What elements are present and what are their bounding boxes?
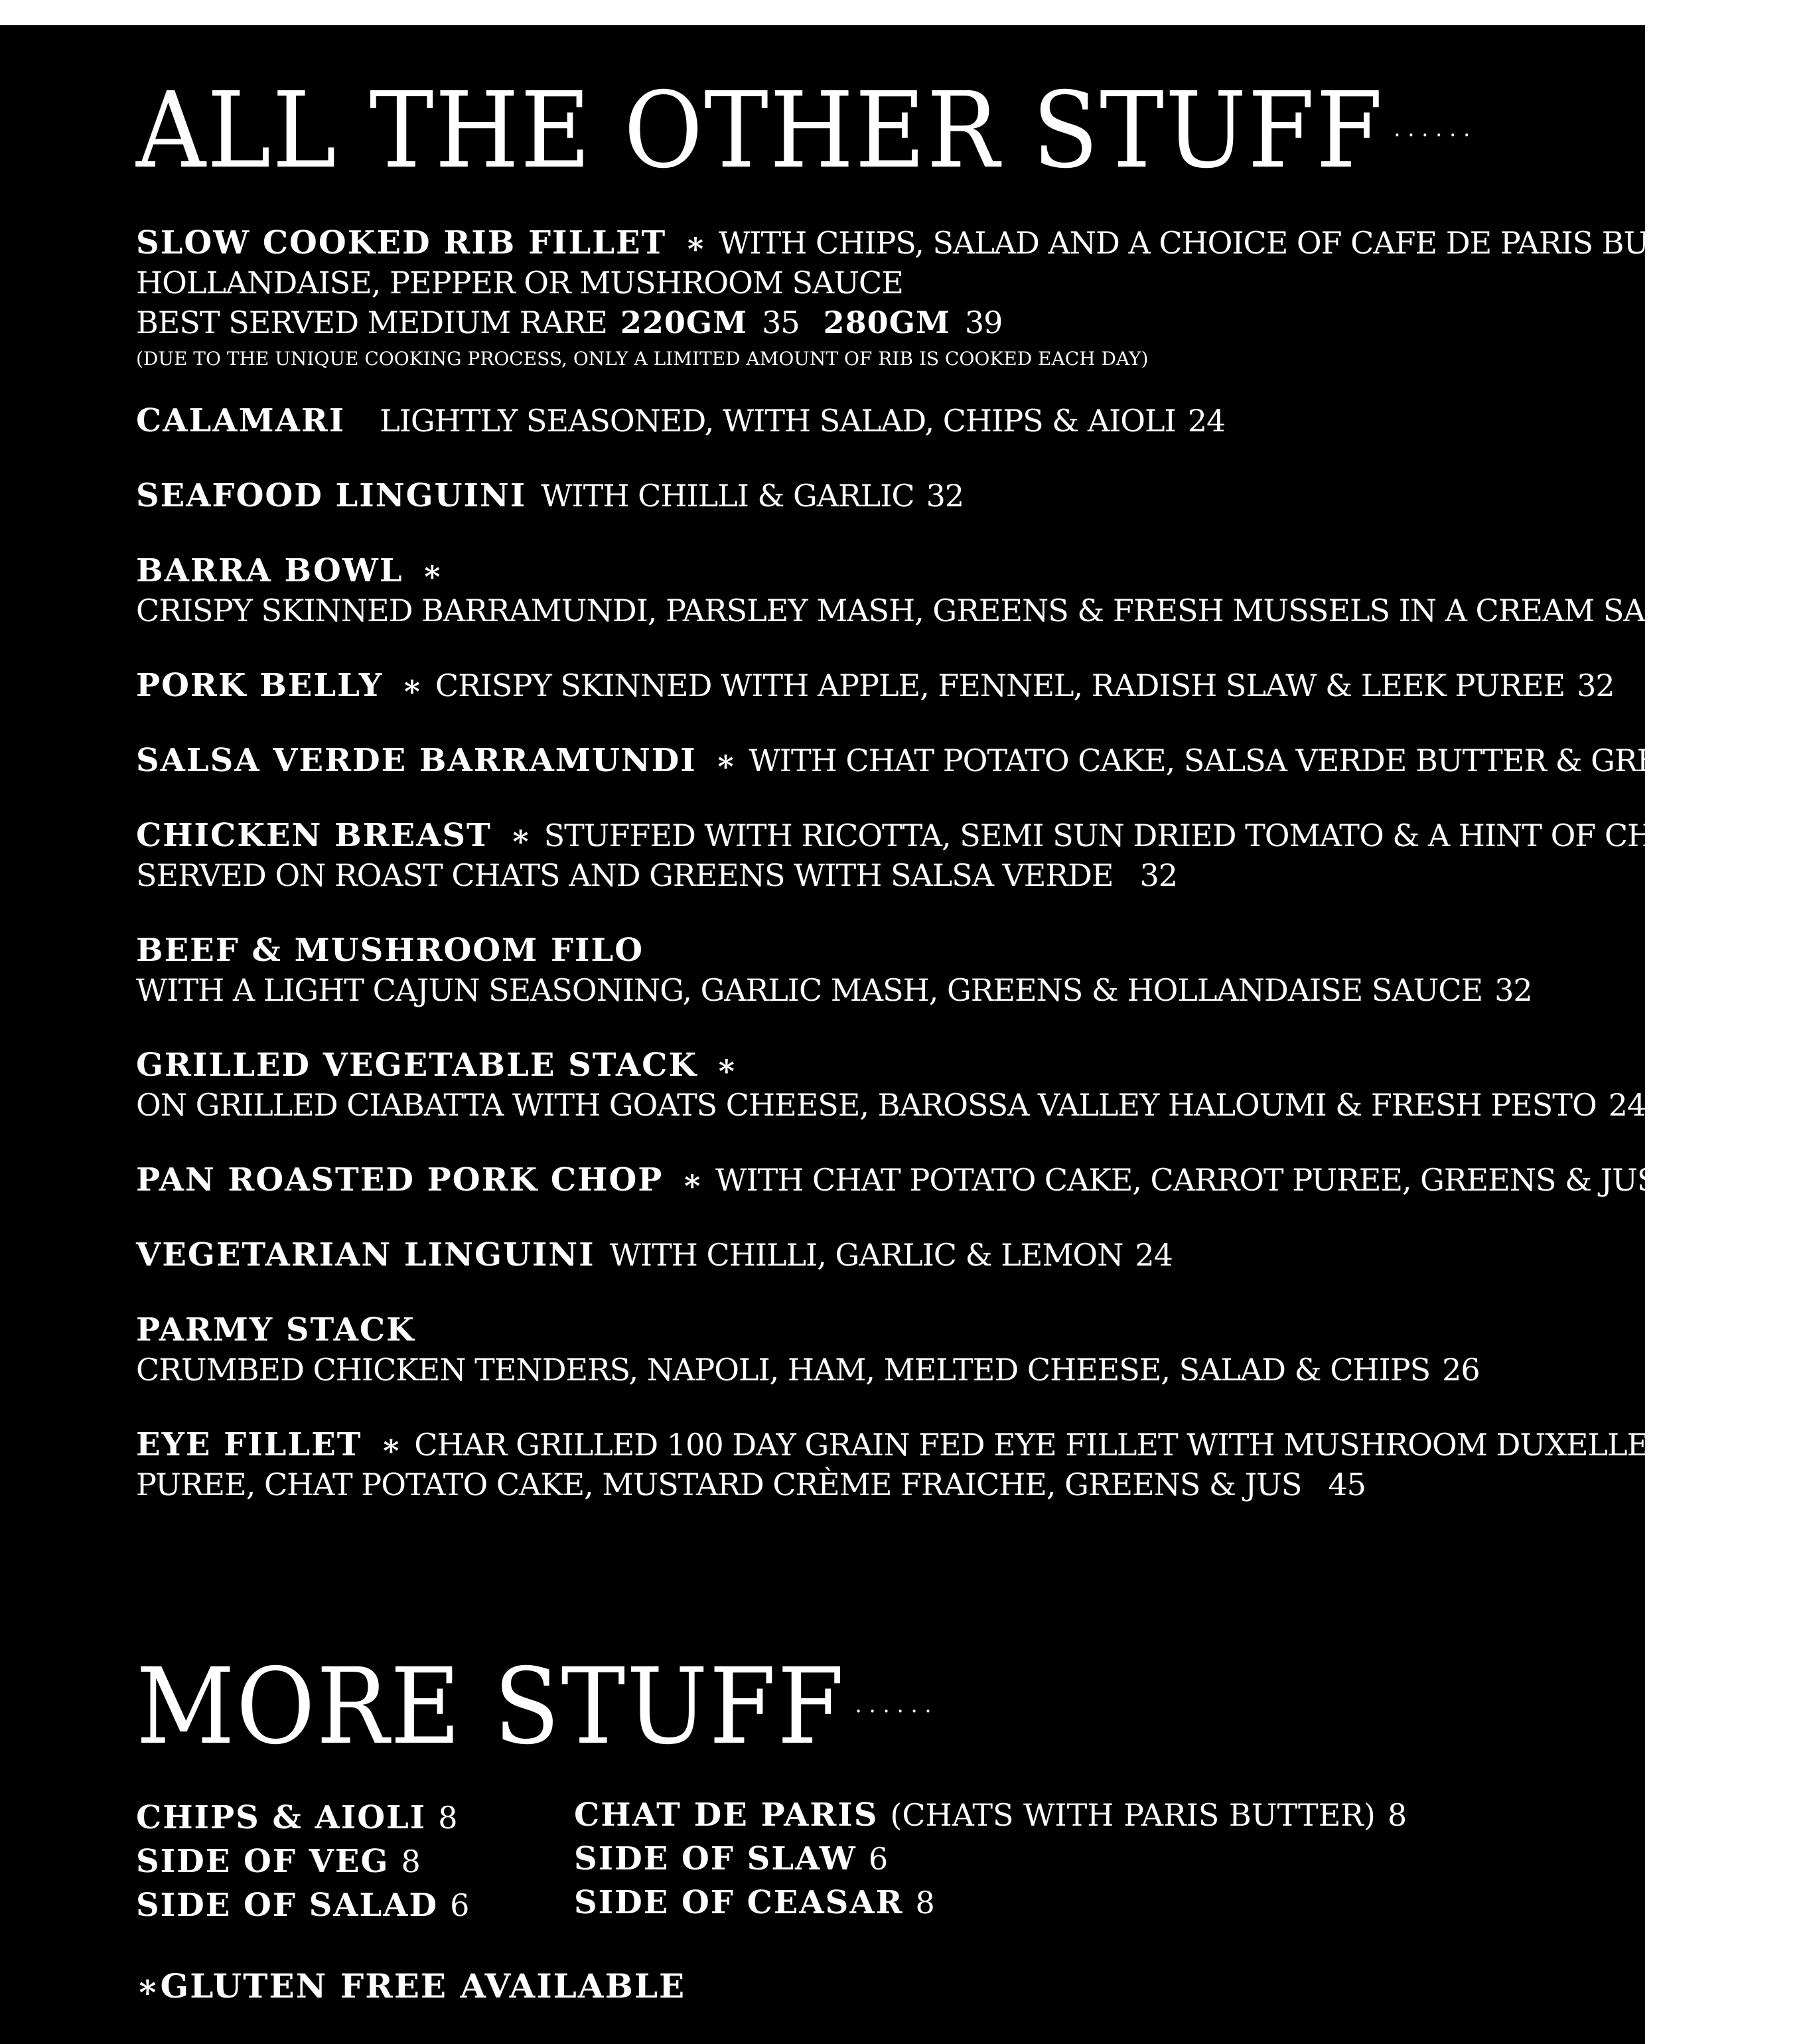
- menu-item: [136, 1310, 1616, 1390]
- menu-item-description-cont: HOLLANDAISE, PEPPER OR MUSHROOM SAUCE: [136, 265, 903, 301]
- leader-dots: ......: [855, 1692, 939, 1718]
- menu-item-name: PARMY STACK: [136, 1311, 415, 1349]
- menu-item-price: 34: [1738, 743, 1776, 778]
- side-item-price: 8: [438, 1800, 458, 1836]
- menu-item-pricing: [136, 303, 1616, 342]
- side-item-price: 8: [1387, 1797, 1408, 1833]
- menu-item: [136, 1160, 1707, 1200]
- menu-item-line: [136, 1465, 1616, 1504]
- menu-item-line: [136, 1310, 1616, 1350]
- gluten-free-icon: ∗: [715, 743, 736, 778]
- menu-item-price: 32: [1139, 857, 1178, 893]
- menu-item-name: PAN ROASTED PORK CHOP: [136, 1161, 664, 1199]
- menu-item-name: CALAMARI: [136, 402, 346, 439]
- gluten-free-footnote: [136, 1966, 686, 2006]
- side-item-name: SIDE OF VEG: [136, 1843, 390, 1880]
- menu-item-price: 45: [1328, 1467, 1366, 1502]
- side-item-price: 6: [868, 1841, 889, 1877]
- gluten-free-icon: ∗: [510, 818, 531, 853]
- menu-item-name: GRILLED VEGETABLE STACK: [136, 1047, 698, 1084]
- section-title-text: ALL THE OTHER STUFF: [136, 70, 1384, 192]
- side-item-price: 6: [450, 1887, 470, 1923]
- menu-item-line: [136, 1235, 1616, 1275]
- menu-item-line: [136, 1160, 1707, 1200]
- menu-item-note: (DUE TO THE UNIQUE COOKING PROCESS, ONLY A LIMITED AMOUNT OF RIB IS COOKED EACH DAY): [136, 348, 1149, 370]
- menu-item: [136, 551, 1764, 630]
- menu-item-price: 24: [1608, 1087, 1646, 1123]
- gluten-free-icon: ∗: [380, 1427, 401, 1463]
- menu-item-price: 38: [1726, 593, 1764, 628]
- menu-item-description: CRISPY SKINNED WITH APPLE, FENNEL, RADISH SLAW & LEEK PUREE: [435, 668, 1565, 703]
- side-item-name: CHIPS & AIOLI: [136, 1799, 427, 1836]
- menu-item-name: PORK BELLY: [136, 667, 384, 704]
- menu-item-line: [136, 816, 1715, 855]
- menu-item-price: 24: [1135, 1237, 1173, 1273]
- menu-item-description: WITH A LIGHT CAJUN SEASONING, GARLIC MASH, GREENS & HOLLANDAISE SAUCE: [136, 972, 1483, 1008]
- menu-item-line: [136, 591, 1764, 630]
- sides-column-left: [136, 1796, 469, 1927]
- side-item-name: SIDE OF SALAD: [136, 1887, 439, 1924]
- portion-size: 280GM: [823, 305, 950, 340]
- side-item: [136, 1840, 469, 1883]
- side-item-name: CHAT DE PARIS: [574, 1796, 879, 1834]
- menu-item-description: CRISPY SKINNED BARRAMUNDI, PARSLEY MASH, GREENS & FRESH MUSSELS IN A CREAM SAUCE: [136, 593, 1715, 628]
- menu-item: [136, 930, 1616, 1010]
- menu-item-line: [136, 1350, 1616, 1390]
- leader-dots: ......: [1394, 115, 1478, 142]
- gluten-free-icon: ∗: [682, 1162, 703, 1198]
- main-menu-list: [136, 223, 1805, 1540]
- gluten-free-icon: ∗: [401, 668, 422, 703]
- side-item: [574, 1793, 1407, 1837]
- menu-item-line: [136, 970, 1616, 1010]
- gluten-free-icon: ∗: [421, 553, 443, 589]
- menu-item: [136, 816, 1715, 895]
- menu-item-line: [136, 223, 1742, 263]
- menu-item-price: 24: [1187, 403, 1226, 439]
- menu-item-description: ON GRILLED CIABATTA WITH GOATS CHEESE, BAROSSA VALLEY HALOUMI & FRESH PESTO: [136, 1087, 1597, 1123]
- menu-item: [136, 741, 1776, 780]
- menu-item-price: 32: [926, 478, 964, 514]
- menu-item-description: WITH CHAT POTATO CAKE, CARROT PUREE, GREENS & JUS: [715, 1162, 1658, 1198]
- menu-item-description: CHAR GRILLED 100 DAY GRAIN FED EYE FILLET WITH MUSHROOM DUXELLE, PARSNIP: [414, 1427, 1805, 1463]
- menu-item-description: LIGHTLY SEASONED, WITH SALAD, CHIPS & AIOLI: [380, 403, 1176, 439]
- sides-column-right: [574, 1793, 1407, 1925]
- menu-item-line: [136, 930, 1616, 970]
- menu-item-name: CHICKEN BREAST: [136, 817, 492, 854]
- menu-item-line: [136, 1425, 1805, 1465]
- menu-item-description: WITH CHAT POTATO CAKE, SALSA VERDE BUTTER & GREENS: [749, 743, 1727, 778]
- side-item-price: 8: [915, 1885, 935, 1921]
- menu-item-line: [136, 666, 1616, 705]
- menu-item-name: VEGETARIAN LINGUINI: [136, 1236, 595, 1274]
- menu-item-price: 32: [1577, 668, 1615, 703]
- serving-suggestion: BEST SERVED MEDIUM RARE: [136, 305, 607, 340]
- menu-item-line: [136, 551, 1616, 591]
- menu-item-rib-fillet: [136, 223, 1742, 376]
- side-item-name: SIDE OF CEASAR: [574, 1884, 904, 1921]
- menu-item-name: BEEF & MUSHROOM FILO: [136, 932, 644, 969]
- menu-item-description-cont: PUREE, CHAT POTATO CAKE, MUSTARD CRÈME FRAICHE, GREENS & JUS: [136, 1467, 1302, 1502]
- menu-item-name: SLOW COOKED RIB FILLET: [136, 224, 667, 261]
- portion-size: 220GM: [620, 305, 748, 340]
- menu-item-price: 35: [762, 305, 800, 340]
- gluten-free-icon: ∗: [136, 1966, 161, 2006]
- menu-item-description: WITH CHIPS, SALAD AND A CHOICE OF CAFE DE PARIS BUTTER,: [719, 225, 1742, 261]
- side-item-price: 8: [401, 1844, 421, 1879]
- menu-item-line: [136, 401, 1616, 441]
- menu-item-line: [136, 476, 1616, 516]
- gluten-free-icon: ∗: [685, 225, 706, 261]
- menu-item-description: WITH CHILLI, GARLIC & LEMON: [609, 1237, 1123, 1273]
- side-item-description: (CHATS WITH PARIS BUTTER): [890, 1797, 1376, 1833]
- menu-item-price: 39: [964, 305, 1003, 340]
- menu-item-description: WITH CHILLI & GARLIC: [541, 478, 914, 514]
- menu-item: [136, 1425, 1805, 1504]
- menu-item-price: 26: [1442, 1352, 1480, 1388]
- menu-item-name: EYE FILLET: [136, 1426, 362, 1463]
- side-item: [136, 1883, 469, 1927]
- menu-item-line: [136, 855, 1616, 895]
- menu-item-name: SEAFOOD LINGUINI: [136, 477, 527, 514]
- side-item: [574, 1837, 1407, 1881]
- menu-item-description: STUFFED WITH RICOTTA, SEMI SUN DRIED TOMATO & A HINT OF CHILLI: [543, 818, 1715, 853]
- menu-item-description-cont: SERVED ON ROAST CHATS AND GREENS WITH SALSA VERDE: [136, 857, 1114, 893]
- menu-item-name: SALSA VERDE BARRAMUNDI: [136, 742, 697, 779]
- menu-item: [136, 1235, 1616, 1275]
- section-title-more-stuff: [136, 1646, 939, 1768]
- side-item: [136, 1796, 469, 1840]
- menu-item-line: [136, 1045, 1616, 1085]
- menu-item: [136, 401, 1616, 441]
- menu-board: [0, 25, 1805, 2044]
- menu-item-line: [136, 741, 1776, 780]
- menu-item: [136, 666, 1616, 705]
- gluten-free-icon: ∗: [716, 1047, 737, 1083]
- gluten-free-label: GLUTEN FREE AVAILABLE: [160, 1966, 686, 2006]
- side-item-name: SIDE OF SLAW: [574, 1840, 857, 1877]
- menu-item-description: CRUMBED CHICKEN TENDERS, NAPOLI, HAM, MELTED CHEESE, SALAD & CHIPS: [136, 1352, 1431, 1388]
- section-title-text: MORE STUFF: [136, 1646, 845, 1768]
- menu-item-name: BARRA BOWL: [136, 552, 403, 589]
- menu-item-price: 34: [1669, 1162, 1707, 1198]
- section-title-other-stuff: [136, 70, 1478, 192]
- menu-item-line: [136, 1085, 1646, 1125]
- side-item: [574, 1881, 1407, 1925]
- menu-item: [136, 1045, 1646, 1125]
- menu-item: [136, 476, 1616, 516]
- menu-item-price: 32: [1494, 972, 1532, 1008]
